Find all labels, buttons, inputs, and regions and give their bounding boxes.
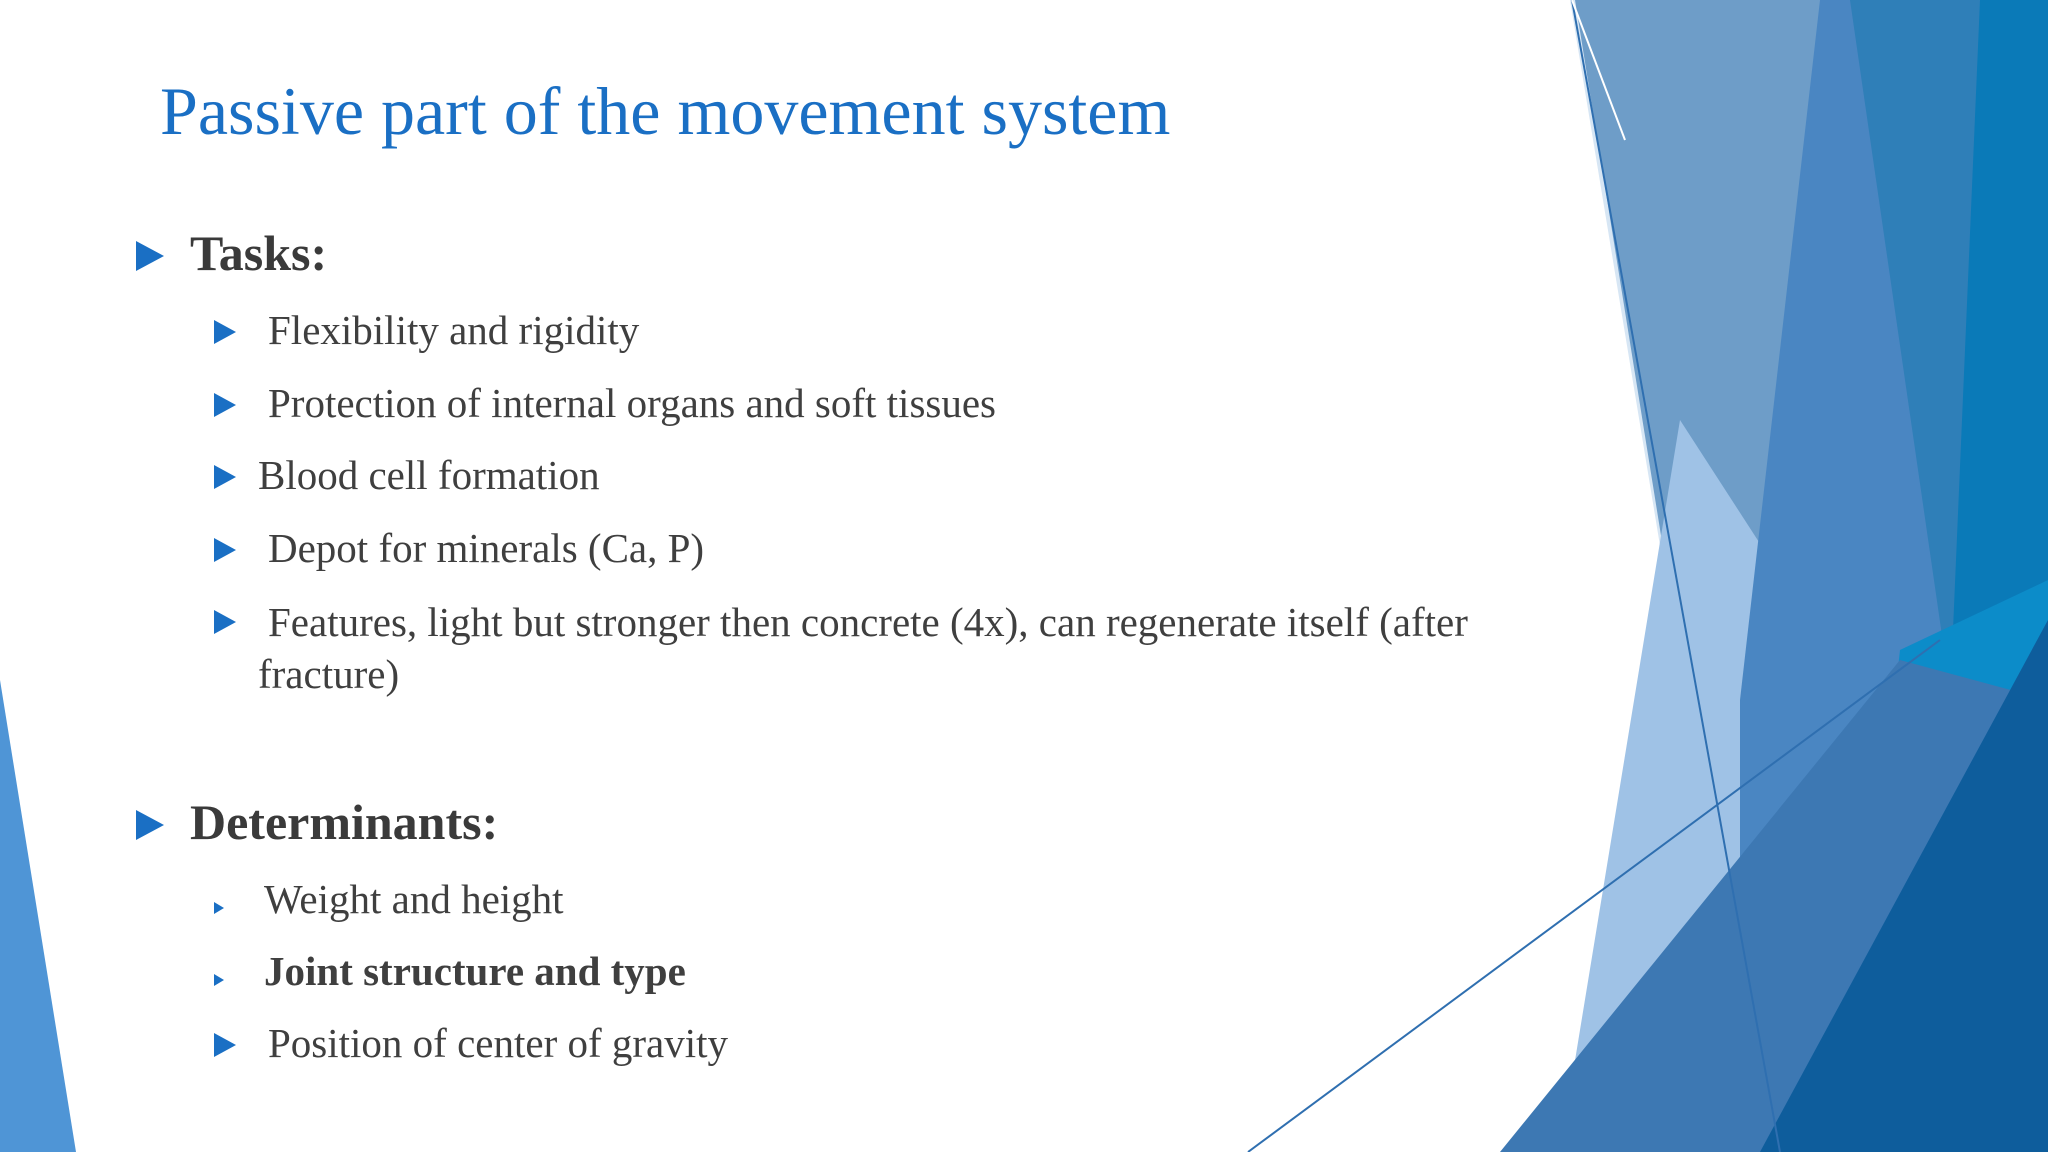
section-bullet-icon [136, 810, 164, 840]
list-bullet-icon [214, 610, 236, 634]
list-bullet-icon [214, 320, 236, 344]
list-item-text: Protection of internal organs and soft tissues [268, 380, 997, 426]
list-item-text: Depot for minerals (Ca, P) [268, 525, 705, 571]
list-item-text: Flexibility and rigidity [268, 307, 640, 353]
section-bullet-icon [136, 241, 164, 271]
list-item-text: Weight and height [264, 876, 564, 922]
slide-title: Passive part of the movement system [160, 73, 1171, 149]
list-item-text: Features, light but stronger then concrete (4x), can regenerate itself (after fracture) [258, 599, 1468, 697]
list-bullet-icon [214, 538, 236, 562]
section-heading-determinants: Determinants: [190, 794, 499, 850]
list-item-text: Blood cell formation [258, 452, 600, 498]
list-bullet-icon [214, 1033, 236, 1057]
list-item-text: Position of center of gravity [268, 1020, 729, 1066]
list-item-text: Joint structure and type [264, 948, 686, 994]
list-bullet-icon [214, 393, 236, 417]
section-heading-tasks: Tasks: [190, 225, 328, 281]
list-bullet-icon [214, 465, 236, 489]
list-bullet-icon [214, 902, 224, 914]
list-bullet-icon [214, 974, 224, 986]
left-accent-shape [0, 680, 76, 1152]
